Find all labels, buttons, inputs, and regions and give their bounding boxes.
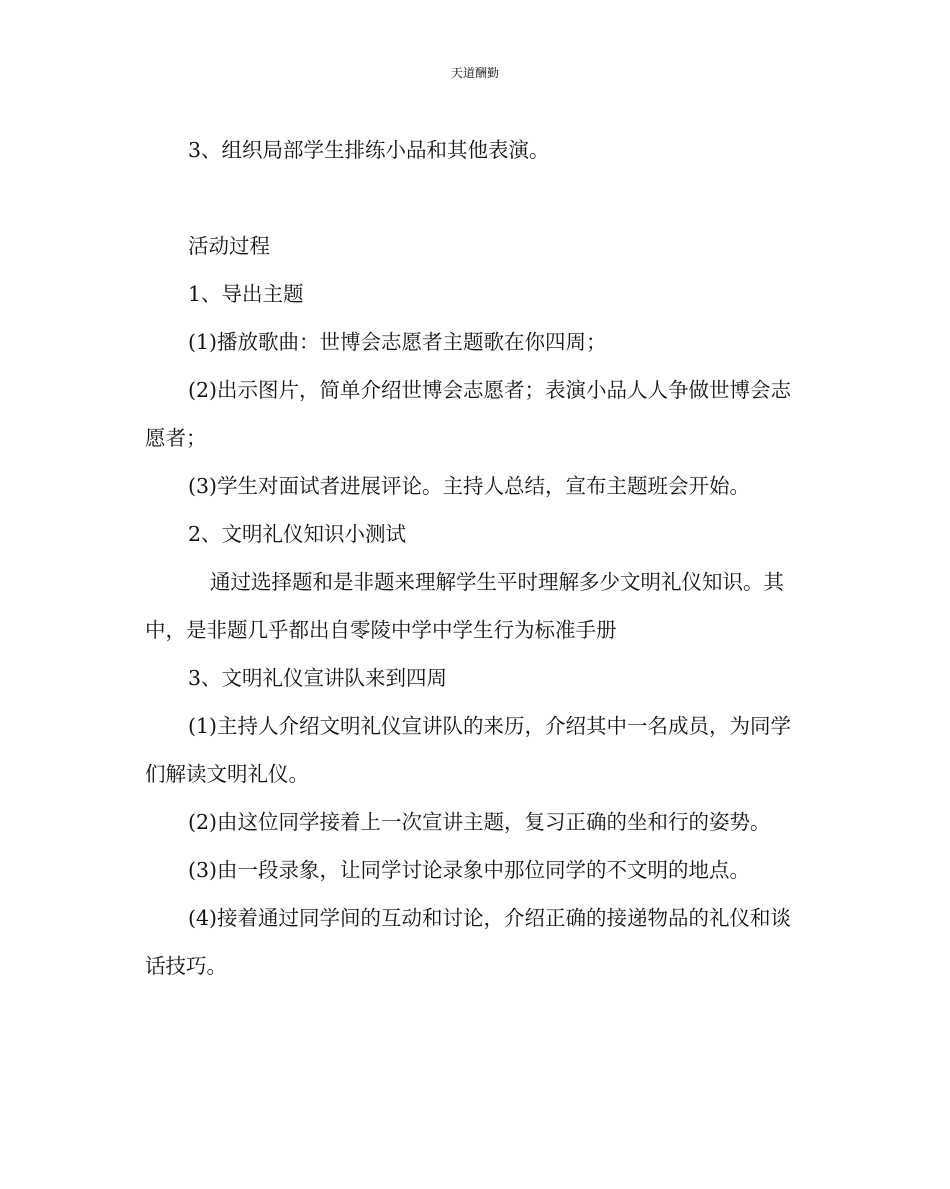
step-2-description: 通过选择题和是非题来理解学生平时理解多少文明礼仪知识。其中，是非题几乎都出自零陵中学中学生行为标准手册 [145, 570, 784, 642]
step-heading-3: 3、文明礼仪宣讲队来到四周 [188, 666, 448, 690]
document-body [145, 126, 795, 990]
step-1-item-2: (2)出示图片，简单介绍世博会志愿者；表演小品人人争做世博会志愿者； [145, 378, 792, 450]
page-header: 天道酬勤 [450, 66, 499, 80]
step-3-item-3: (3)由一段录象，让同学讨论录象中那位同学的不文明的地点。 [188, 858, 751, 882]
section-heading-activity-process: 活动过程 [188, 234, 270, 258]
step-3-item-4: (4)接着通过同学间的互动和讨论，介绍正确的接递物品的礼仪和谈话技巧。 [145, 906, 792, 978]
step-heading-2: 2、文明礼仪知识小测试 [188, 522, 407, 546]
step-1-item-1: (1)播放歌曲：世博会志愿者主题歌在你四周； [188, 330, 607, 354]
step-1-item-3: (3)学生对面试者进展评论。主持人总结，宣布主题班会开始。 [188, 474, 751, 498]
paragraph-prep-item-3: 3、组织局部学生排练小品和其他表演。 [188, 138, 550, 162]
paragraph-gap [145, 174, 795, 222]
step-3-item-2: (2)由这位同学接着上一次宣讲主题，复习正确的坐和行的姿势。 [188, 810, 771, 834]
step-heading-1: 1、导出主题 [188, 282, 304, 306]
step-3-item-1: (1)主持人介绍文明礼仪宣讲队的来历，介绍其中一名成员，为同学们解读文明礼仪。 [145, 714, 792, 786]
